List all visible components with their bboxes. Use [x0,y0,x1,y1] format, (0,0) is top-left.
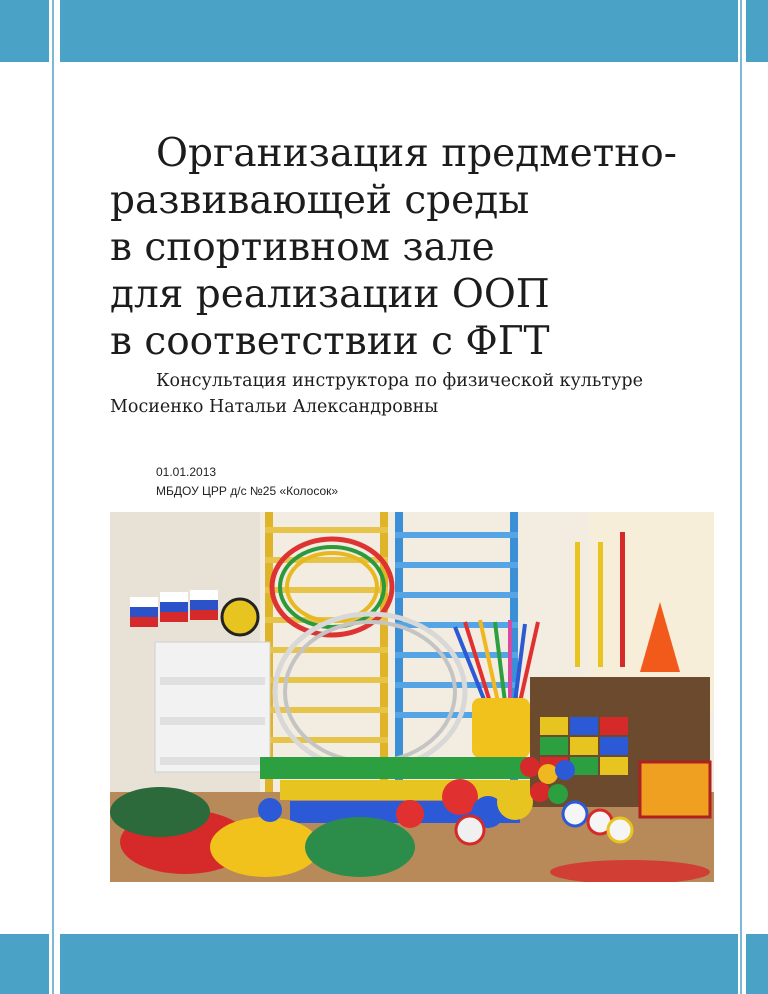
title-line: для реализации ООП [110,272,550,317]
footer-band [60,934,738,994]
sports-hall-equipment-illustration [110,512,714,882]
organization-name: МБДОУ ЦРР д/с №25 «Колосок» [156,484,339,498]
document-title [110,130,710,365]
header-band-right [746,0,768,62]
subtitle-line: Мосиенко Натальи Александровны [110,397,439,417]
title-line: в соответствии с ФГТ [110,319,550,364]
sports-hall-photo [110,512,714,882]
title-line: в спортивном зале [110,225,495,270]
document-subtitle [110,368,720,420]
right-border-line [740,0,742,994]
header-band [60,0,738,62]
document-date: 01.01.2013 [156,465,217,479]
subtitle-line: Консультация инструктора по физической культуре [156,371,643,391]
footer-band-right [746,934,768,994]
footer-band-left [0,934,49,994]
header-band-left [0,0,49,62]
title-line: Организация предметно- [156,131,677,176]
left-border-line [52,0,54,994]
title-line: развивающей среды [110,178,530,223]
document-meta [156,463,338,501]
